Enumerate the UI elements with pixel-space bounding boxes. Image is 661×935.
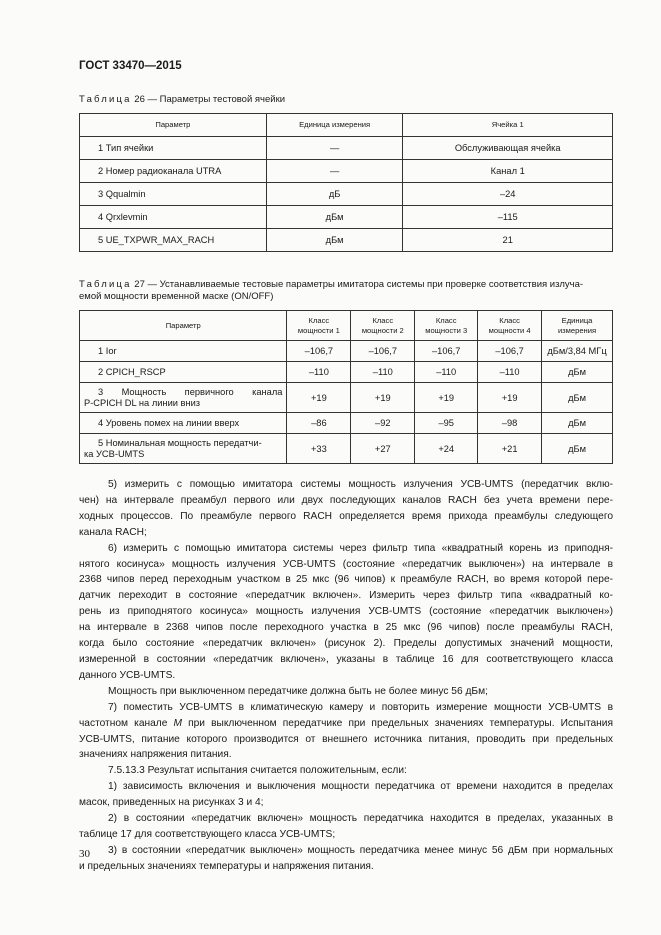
value-cell: –110 (287, 362, 351, 383)
param-cell: 3 Мощность первичного канала P-CPICH DL на линии вниз (80, 383, 287, 413)
param-cell: 4 Qrxlevmin (80, 206, 267, 229)
text-line: 7) поместить УСВ-UMTS в климатическую камеру и повторить измерение мощности УСВ-UMTS в (108, 701, 613, 713)
text-line: 3) в состоянии «передатчик выключен» мощность передатчика менее минус 56 дБм при нормальных (108, 844, 613, 856)
column-header: Единица измерения (266, 114, 403, 137)
text-line: масок, приведенных на рисунках 3 и 4; (79, 797, 264, 809)
text-line: 6) измерить с помощью имитатора системы через фильтр типа «квадратный корень из приподня- (108, 542, 613, 554)
column-header: Ячейка 1 (403, 114, 613, 137)
text-line: значениях напряжения питания. (79, 749, 232, 761)
text-line: датчик переходит в состояние «передатчик включен». Измерить через фильтр типа «квадратный ко- (79, 590, 613, 602)
param-cell: 5 Номинальная мощность передатчи- ка УСВ-UMTS (80, 434, 287, 464)
column-header: Параметр (80, 311, 287, 341)
value-cell: –86 (287, 413, 351, 434)
value-cell: –24 (403, 183, 613, 206)
param-cell: 3 Qqualmin (80, 183, 267, 206)
standard-header: ГОСТ 33470—2015 (79, 60, 182, 72)
table-27-title-line2: емой мощности временной маске (ON/OFF) (79, 291, 274, 302)
text-line: измеренной в состоянии «передатчик включен», указаны в таблице 16 для соответствующего класса (79, 653, 613, 665)
value-cell: –110 (415, 362, 478, 383)
table-row (80, 206, 613, 229)
table-row (80, 229, 613, 252)
table-row (80, 362, 613, 383)
param-cell: 2 Номер радиоканала UTRA (80, 160, 267, 183)
table-row (80, 341, 613, 362)
unit-cell: дБм (542, 383, 613, 413)
param-cell: 5 UE_TXPWR_MAX_RACH (80, 229, 267, 252)
value-cell: –115 (403, 206, 613, 229)
page-number: 30 (79, 848, 90, 860)
table-26-caption (79, 94, 619, 106)
column-header: Параметр (80, 114, 267, 137)
table-row (80, 413, 613, 434)
text-line: чен) на интервале преамбул первого или двух последующих каналов RACH без учета времени пере- (79, 494, 613, 506)
table-27-label: Таблица (79, 279, 132, 290)
column-header: Единица измерения (542, 311, 613, 341)
text-line: Мощность при выключенном передатчике должна быть не более минус 56 дБм; (108, 685, 488, 697)
value-cell: +21 (478, 434, 542, 464)
unit-cell: — (266, 160, 403, 183)
value-cell: +24 (415, 434, 478, 464)
value-cell: –106,7 (351, 341, 415, 362)
text-line: частотном канале M при выключенном передатчике при предельных значениях температуры. Испытания (79, 717, 613, 729)
table-row (80, 137, 613, 160)
table-row (80, 160, 613, 183)
unit-cell: дБм/3,84 МГц (542, 341, 613, 362)
unit-cell: дБм (542, 362, 613, 383)
text-line: 2) в состоянии «передатчик включен» мощность передатчика находится в пределах, указанных в (108, 813, 613, 825)
text-line: нятого косинуса» мощность излучения УСВ-UMTS (состояние «передатчик выключен») на интервале в (79, 558, 613, 570)
table-header-row (80, 114, 613, 137)
value-cell: –110 (478, 362, 542, 383)
value-cell: –110 (351, 362, 415, 383)
text-line: 5) измерить с помощью имитатора системы мощность излучения УСВ-UMTS (передатчик вклю- (108, 479, 613, 490)
text-line: ходных процессов. По преамбуле первого RACH определяется время прихода преамбулы следующего (79, 510, 613, 522)
table-row (80, 183, 613, 206)
param-cell: 1 Тип ячейки (80, 137, 267, 160)
value-cell: Обслуживающая ячейка (403, 137, 613, 160)
value-cell: –106,7 (415, 341, 478, 362)
text-line: когда было состояние «передатчик включен» (рисунок 2). Пределы допустимых значений мощности, (79, 638, 613, 650)
unit-cell: дБ (266, 183, 403, 206)
value-cell: +19 (287, 383, 351, 413)
value-cell: +27 (351, 434, 415, 464)
param-cell: 1 Ior (80, 341, 287, 362)
column-header: Класс мощности 1 (287, 311, 351, 341)
table-header-row (80, 311, 613, 341)
value-cell: Канал 1 (403, 160, 613, 183)
table-26-title: 26 — Параметры тестовой ячейки (134, 94, 286, 105)
unit-cell: дБм (266, 229, 403, 252)
param-cell: 2 CPICH_RSCP (80, 362, 287, 383)
text-line: на интервале в 2368 чипов после переходного участка в 25 мкс (96 чипов) после преамбулы RACH, (79, 622, 613, 634)
text-line: данного УСВ-UMTS. (79, 669, 176, 681)
table-row (80, 434, 613, 464)
column-header: Класс мощности 3 (415, 311, 478, 341)
unit-cell: дБм (542, 413, 613, 434)
unit-cell: — (266, 137, 403, 160)
value-cell: –106,7 (478, 341, 542, 362)
table-27-title-line1: 27 — Устанавливаемые тестовые параметры имитатора системы при проверке соответствия излуча- (134, 279, 584, 290)
table-26 (79, 113, 613, 252)
value-cell: –95 (415, 413, 478, 434)
param-cell: 4 Уровень помех на линии вверх (80, 413, 287, 434)
value-cell: +33 (287, 434, 351, 464)
body-text (79, 477, 613, 875)
value-cell: +19 (415, 383, 478, 413)
value-cell: –92 (351, 413, 415, 434)
unit-cell: дБм (266, 206, 403, 229)
column-header: Класс мощности 2 (351, 311, 415, 341)
text-line: таблице 17 для соответствующего класса УСВ-UMTS; (79, 828, 336, 840)
text-line: 1) зависимость включения и выключения мощности передатчика от времени находится в пределах (108, 781, 613, 793)
table-26-label: Таблица (79, 94, 132, 105)
value-cell: –106,7 (287, 341, 351, 362)
text-line: и предельных значениях температуры и напряжения питания. (79, 860, 374, 872)
value-cell: –98 (478, 413, 542, 434)
value-cell: +19 (478, 383, 542, 413)
table-27-caption (79, 279, 613, 303)
unit-cell: дБм (542, 434, 613, 464)
text-line: 7.5.13.3 Результат испытания считается положительным, если: (108, 765, 407, 777)
value-cell: +19 (351, 383, 415, 413)
column-header: Класс мощности 4 (478, 311, 542, 341)
table-row (80, 383, 613, 413)
text-line: рень из приподнятого косинуса» мощность излучения УСВ-UMTS (состояние «передатчик выключен») (79, 606, 613, 618)
text-line: 2368 чипов перед переходным участком в 25 мкс (96 чипов) к преамбуле RACH, во время которой пере- (79, 574, 613, 586)
text-line: УСВ-UMTS, питание которого производится от внешнего источника питания, проводить при предельных (79, 733, 613, 745)
value-cell: 21 (403, 229, 613, 252)
text-line: канала RACH; (79, 526, 147, 538)
table-27 (79, 310, 613, 464)
